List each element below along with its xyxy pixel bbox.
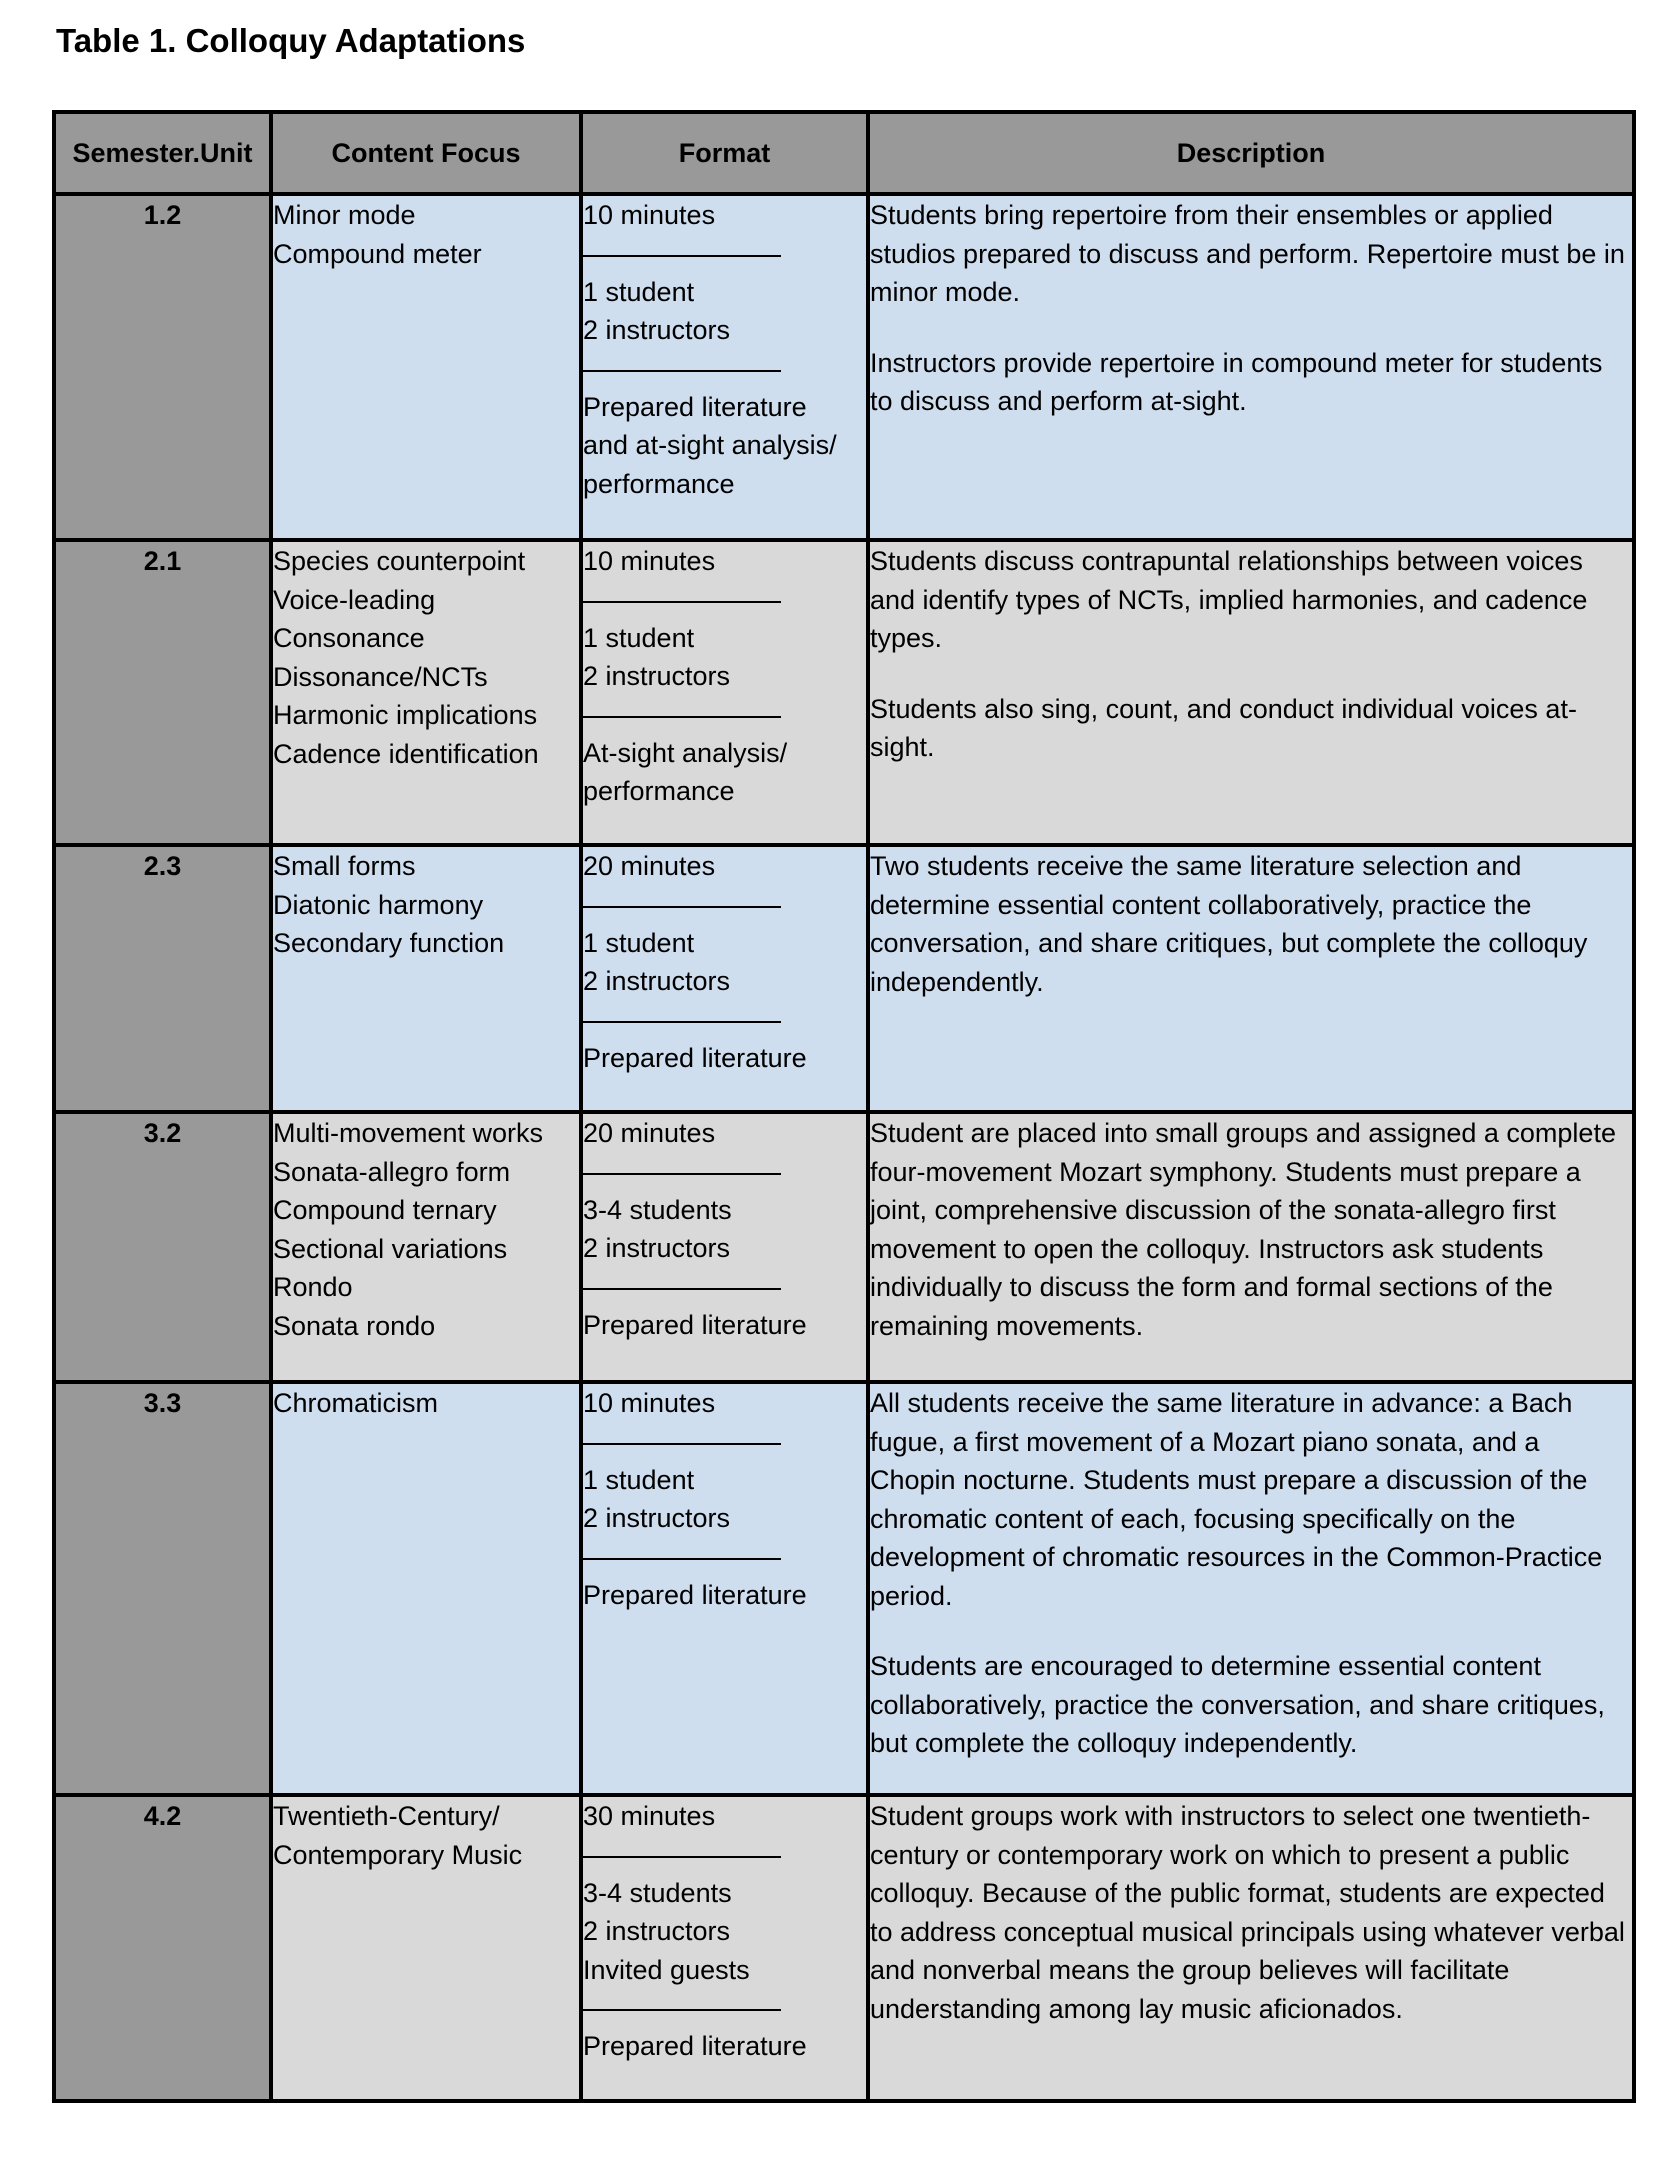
format-item: 3-4 students [583,1194,732,1225]
format-item: Prepared literature [583,1042,807,1073]
content-focus-cell [271,1382,581,1795]
format-item: 3-4 students [583,1877,732,1908]
focus-item: Sonata rondo [273,1310,436,1341]
semester-unit-cell: 3.2 [54,1112,271,1382]
focus-item: Species counterpoint [273,546,526,576]
description-paragraph: Two students receive the same literature selection and determine essential content collaboratively, practice the conversation, and share critiques, but complete the colloquy independently. [870,851,1588,997]
format-item: 2 instructors [583,1503,731,1533]
separator-line [583,1836,781,1858]
focus-item: Secondary function [273,928,505,958]
format-cell [581,194,868,540]
format-item: At-sight analysis/ [583,737,788,768]
format-item: Invited guests [583,1954,750,1985]
description-cell [868,1382,1634,1795]
description-cell [868,1795,1634,2101]
format-item: 1 student [583,927,695,958]
focus-item: Rondo [273,1272,353,1302]
header-format: Format [581,112,868,194]
format-item: Prepared literature [583,391,807,422]
table-body [54,194,1634,2101]
separator-line [583,581,781,603]
table-row [54,1112,1634,1382]
format-item: 2 instructors [583,315,731,345]
format-item: and at-sight analysis/ [583,430,837,460]
separator-line [583,1001,781,1023]
semester-unit-cell: 1.2 [54,194,271,540]
description-cell [868,1112,1634,1382]
format-item: 20 minutes [583,1118,716,1148]
format-item: 10 minutes [583,1388,716,1418]
format-item: 30 minutes [583,1801,716,1831]
format-item: 10 minutes [583,200,716,230]
content-focus-cell [271,194,581,540]
table-row [54,1795,1634,2101]
header-content-focus: Content Focus [271,112,581,194]
description-cell [868,845,1634,1112]
format-item: 2 instructors [583,661,731,691]
format-item: 2 instructors [583,1916,731,1946]
table-row [54,194,1634,540]
table-title: Table 1. Colloquy Adaptations [56,22,526,59]
content-focus-cell [271,1795,581,2101]
semester-unit-cell: 2.1 [54,540,271,845]
description-paragraph: All students receive the same literature in advance: a Bach fugue, a first movement of a Mozart piano sonata, and a Chopin nocturne. Students must prepare a discussion of the chromatic content of each, focusing specifically on the development of chromatic resources in the Common-Practice period. [870,1388,1603,1611]
focus-item: Chromaticism [273,1388,439,1418]
description-paragraph: Instructors provide repertoire in compound meter for students to discuss and perform at-sight. [870,347,1603,416]
format-cell [581,1382,868,1795]
format-item: 1 student [583,276,695,307]
semester-unit-cell: 3.3 [54,1382,271,1795]
focus-item: Dissonance/NCTs [273,661,488,692]
colloquy-table [52,110,1636,2103]
format-item: 10 minutes [583,546,716,576]
format-cell [581,845,868,1112]
focus-item: Consonance [273,623,425,653]
description-paragraph: Students bring repertoire from their ensembles or applied studios prepared to discuss and perform. Repertoire must be in minor mode. [870,200,1625,307]
description-cell [868,194,1634,540]
format-item: performance [583,468,735,499]
separator-line [583,1989,781,2011]
focus-item: Sectional variations [273,1233,508,1264]
separator-line [583,1538,781,1560]
focus-item: Small forms [273,851,416,881]
separator-line [583,1423,781,1445]
focus-item: Sonata-allegro form [273,1156,511,1187]
description-cell [868,540,1634,845]
separator-line [583,350,781,372]
header-row [54,112,1634,194]
focus-item: Harmonic implications [273,700,538,730]
format-item: 2 instructors [583,966,731,996]
table-row [54,540,1634,845]
focus-item: Minor mode [273,200,416,230]
description-paragraph: Students also sing, count, and conduct individual voices at-sight. [870,693,1577,762]
description-paragraph: Students are encouraged to determine essential content collaboratively, practice the conversation, and share critiques, but complete the colloquy independently. [870,1651,1605,1758]
focus-item: Compound meter [273,238,482,269]
format-item: 1 student [583,622,695,653]
content-focus-cell [271,540,581,845]
separator-line [583,235,781,257]
focus-item: Compound ternary [273,1195,497,1225]
separator-line [583,886,781,908]
format-cell [581,540,868,845]
format-cell [581,1112,868,1382]
header-description: Description [868,112,1634,194]
format-item: Prepared literature [583,1309,807,1340]
focus-item: Twentieth-Century/ [273,1801,500,1831]
format-item: performance [583,776,735,806]
description-paragraph: Student groups work with instructors to select one twentieth-century or contemporary work on which to present a public colloquy. Because of the public format, students are expected to address conceptual musical principals using whatever verbal and nonverbal means the group believes will facilitate understanding among lay music aficionados. [870,1801,1625,2024]
separator-line [583,1268,781,1290]
separator-line [583,696,781,718]
table-row [54,1382,1634,1795]
table-row [54,845,1634,1112]
semester-unit-cell: 4.2 [54,1795,271,2101]
focus-item: Diatonic harmony [273,889,484,920]
format-item: 20 minutes [583,851,716,881]
focus-item: Cadence identification [273,738,539,769]
separator-line [583,1153,781,1175]
focus-item: Voice-leading [273,584,436,615]
focus-item: Multi-movement works [273,1118,544,1148]
format-item: 1 student [583,1464,695,1495]
description-paragraph: Student are placed into small groups and assigned a complete four-movement Mozart symphony. Students must prepare a joint, comprehensive discussion of the sonata-allegro first movement to open the colloquy. Instructors ask students individually to discuss the form and formal sections of the remaining movements. [870,1118,1616,1341]
format-cell [581,1795,868,2101]
description-paragraph: Students discuss contrapuntal relationships between voices and identify types of NCTs, implied harmonies, and cadence types. [870,546,1588,653]
content-focus-cell [271,1112,581,1382]
format-item: Prepared literature [583,2031,807,2061]
format-item: Prepared literature [583,1579,807,1610]
format-item: 2 instructors [583,1233,731,1263]
focus-item: Contemporary Music [273,1839,523,1870]
semester-unit-cell: 2.3 [54,845,271,1112]
content-focus-cell [271,845,581,1112]
header-semester-unit: Semester.Unit [54,112,271,194]
